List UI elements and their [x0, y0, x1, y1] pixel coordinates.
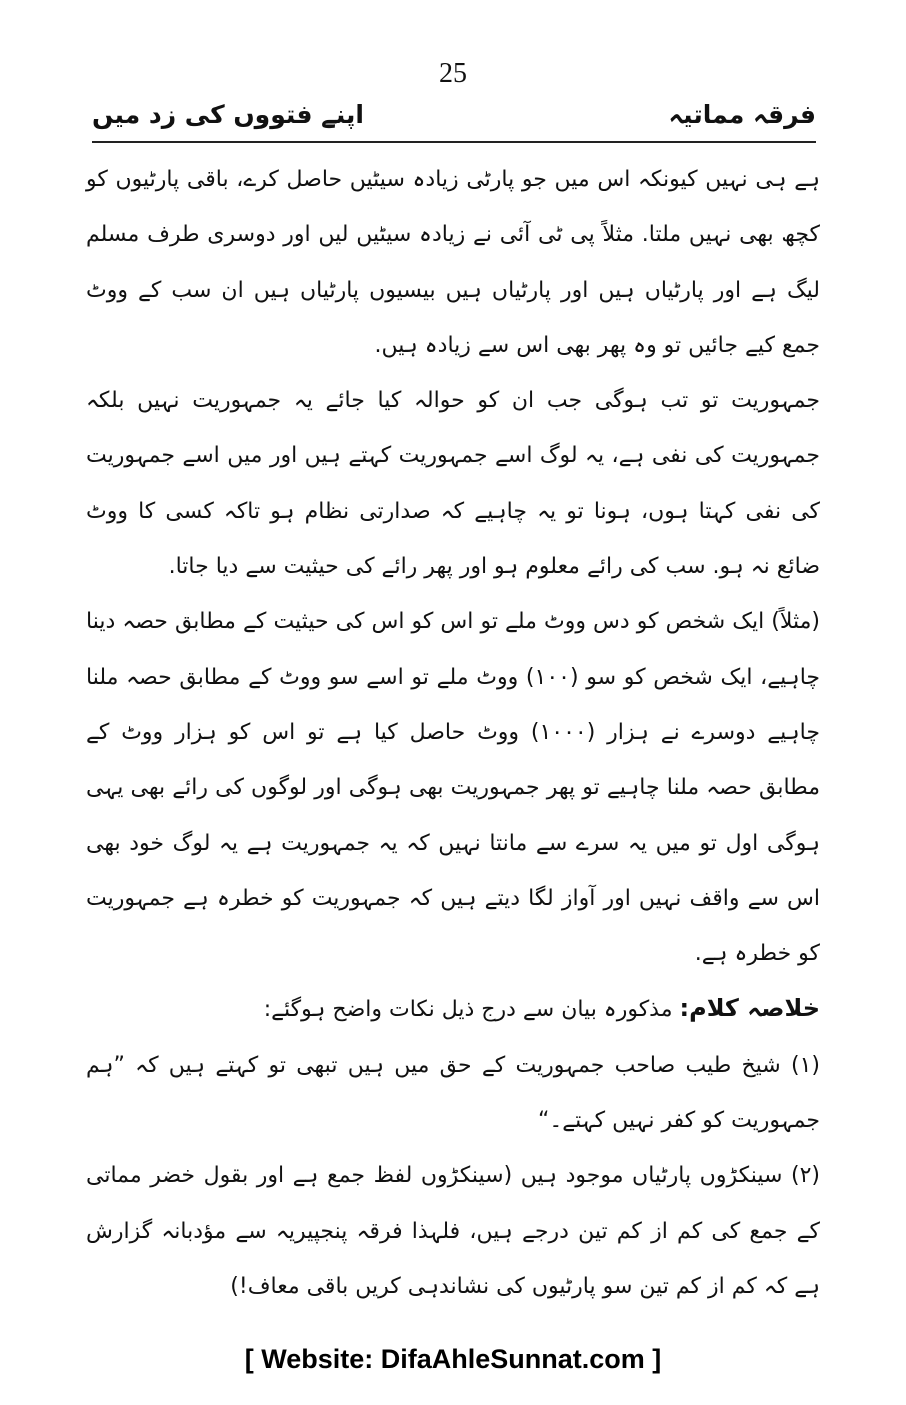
- paragraph: جمہوریت تو تب ہوگی جب ان کو حوالہ کیا جائے یہ جمہوریت نہیں بلکہ جمہوریت کی نفی ہے، یہ لوگ اسے جمہوریت کہتے ہیں اور میں اسے جمہوریت کی نفی کہتا ہوں، ہونا تو یہ چاہیے کہ صدارتی نظام ہو تاکہ کسی کا ووٹ ضائع نہ ہو. سب کی رائے معلوم ہو اور پھر رائے کی حیثیت سے دیا جاتا.: [86, 388, 820, 580]
- summary-text: مذکورہ بیان سے درج ذیل نکات واضح ہوگئے:: [263, 997, 673, 1023]
- running-header: [92, 100, 816, 140]
- header-divider: [92, 141, 816, 143]
- point-item: (۲) سینکڑوں پارٹیاں موجود ہیں (سینکڑوں لفظ جمع ہے اور بقول خضر مماتی کے جمع کی کم از کم تین درجے ہیں، فلہذا فرقہ پنجپیریہ سے مؤدبانہ گزارش ہے کہ کم از کم تین سو پارٹیوں کی نشاندہی کریں باقی معاف!): [86, 1163, 820, 1299]
- website-footer: [ Website: DifaAhleSunnat.com ]: [244, 1344, 662, 1374]
- paragraph: ہے ہی نہیں کیونکہ اس میں جو پارٹی زیادہ سیٹیں حاصل کرے، باقی پارٹیوں کو کچھ بھی نہیں ملتا. مثلاً پی ٹی آئی نے زیادہ سیٹیں لیں اور دوسری طرف مسلم لیگ ہے اور پارٹیاں ہیں اور پارٹیاں ہیں بیسیوں پارٹیاں ہیں ان سب کے ووٹ جمع کیے جائیں تو وہ پھر بھی اس سے زیادہ ہیں.: [86, 167, 820, 358]
- page-number: 25: [439, 58, 467, 89]
- page-body: [86, 152, 820, 1314]
- chapter-title: اپنے فتووں کی زد میں: [92, 100, 364, 129]
- summary-label: خلاصہ کلام:: [679, 994, 820, 1023]
- point-item: (۱) شیخ طیب صاحب جمہوریت کے حق میں ہیں تبھی تو کہتے ہیں کہ ”ہم جمہوریت کو کفر نہیں کہتے۔“: [86, 1052, 820, 1134]
- book-title: فرقہ مماتیہ: [668, 100, 816, 129]
- summary-line: [86, 981, 820, 1037]
- paragraph: (مثلاً) ایک شخص کو دس ووٹ ملے تو اس کو اس کی حیثیت کے مطابق حصہ دینا چاہیے، ایک شخص کو سو (۱۰۰) ووٹ ملے تو اسے سو ووٹ کے مطابق حصہ ملنا چاہیے دوسرے نے ہزار (۱۰۰۰) ووٹ حاصل کیا ہے تو اس کو ہزار ووٹ کے مطابق حصہ ملنا چاہیے تو پھر جمہوریت بھی ہوگی اور لوگوں کی رائے بھی یہی ہوگی اول تو میں یہ سرے سے مانتا نہیں کہ یہ جمہوریت ہے یہ لوگ خود بھی اس سے واقف نہیں اور آواز لگا دیتے ہیں کہ جمہوریت کو خطرہ ہے جمہوریت کو خطرہ ہے.: [86, 609, 820, 967]
